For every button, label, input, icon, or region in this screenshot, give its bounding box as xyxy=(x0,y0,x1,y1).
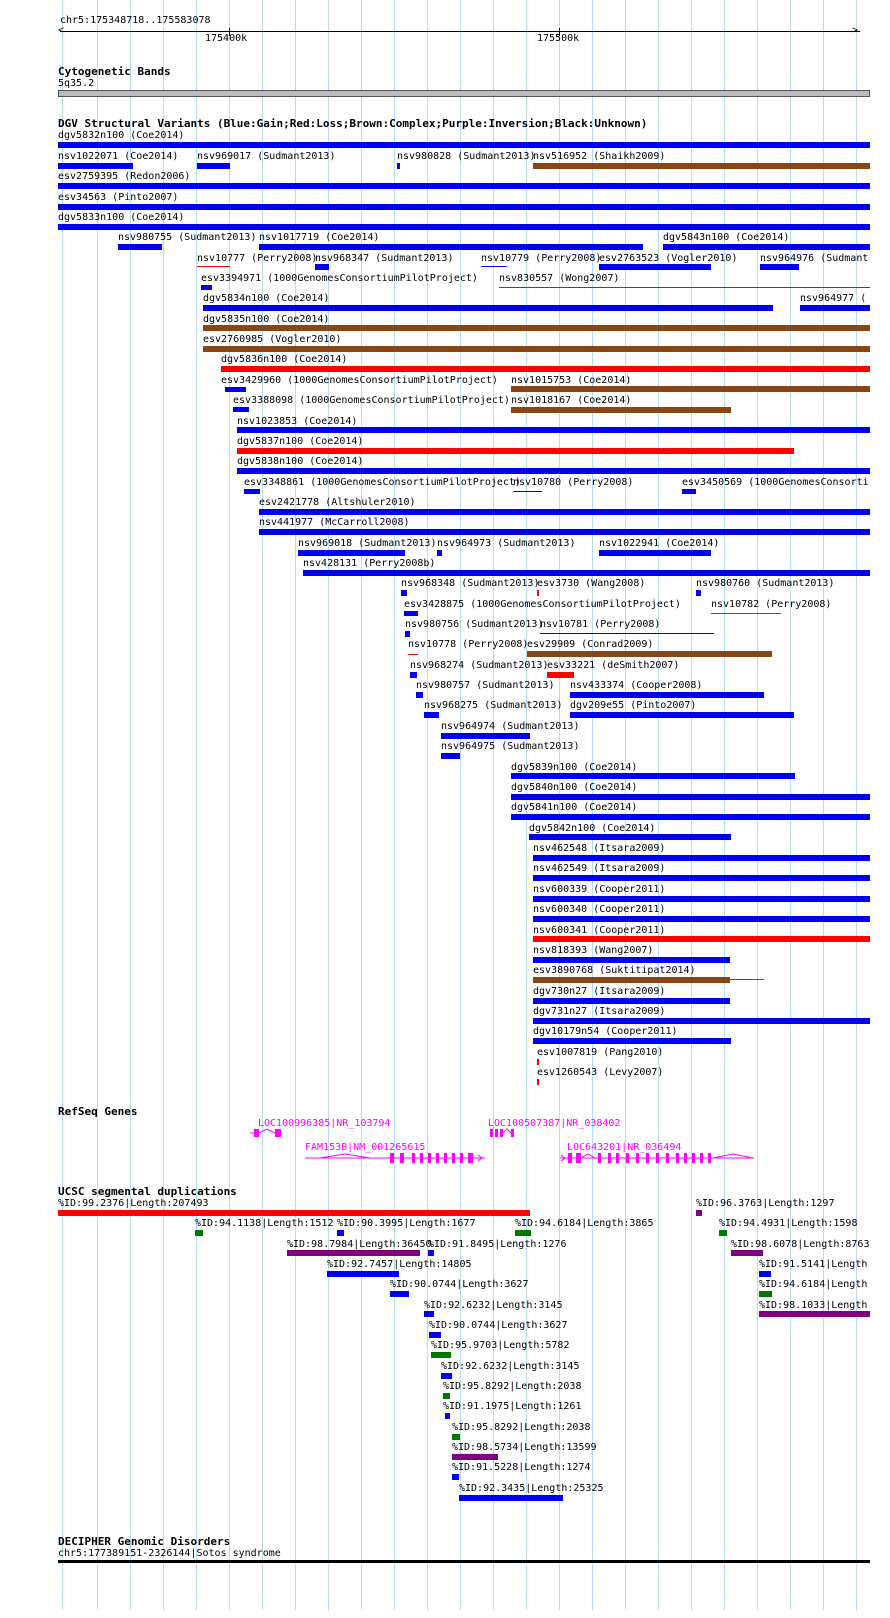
variant-label: nsv968275 (Sudmant2013) xyxy=(424,700,563,711)
variant-feature[interactable] xyxy=(513,491,542,492)
segdup-feature[interactable] xyxy=(441,1373,452,1379)
variant-feature[interactable] xyxy=(203,305,773,311)
variant-feature[interactable] xyxy=(537,1079,539,1085)
variant-label: nsv428131 (Perry2008b) xyxy=(303,558,436,569)
variant-feature[interactable] xyxy=(201,285,212,290)
variant-label: nsv1015753 (Coe2014) xyxy=(511,375,632,386)
variant-feature[interactable] xyxy=(203,325,870,331)
segdup-label: %ID:90.0744|Length:3627 xyxy=(429,1320,568,1331)
variant-label: dgv5839n100 (Coe2014) xyxy=(511,762,638,773)
variant-feature[interactable] xyxy=(225,387,246,392)
variant-label: esv2759395 (Redon2006) xyxy=(58,171,191,182)
ruler-axis xyxy=(60,31,860,32)
segdup-label: %ID:95.8292|Length:2038 xyxy=(443,1381,582,1392)
segdup-feature[interactable] xyxy=(696,1210,702,1216)
variant-feature[interactable] xyxy=(537,1059,539,1065)
variant-feature[interactable] xyxy=(437,550,442,556)
variant-feature[interactable] xyxy=(303,570,870,576)
variant-feature[interactable] xyxy=(401,590,407,596)
segdup-feature[interactable] xyxy=(287,1250,420,1256)
variant-feature[interactable] xyxy=(441,753,460,759)
variant-label: nsv969018 (Sudmant2013) xyxy=(298,538,437,549)
variant-label: nsv516952 (Shaikh2009) xyxy=(533,151,666,162)
gene-label: LOC100996385|NR_103794 xyxy=(258,1118,391,1129)
variant-feature[interactable] xyxy=(527,651,772,657)
variant-label: nsv964975 (Sudmant2013) xyxy=(441,741,580,752)
variant-feature[interactable] xyxy=(118,244,162,250)
variant-label: esv29909 (Conrad2009) xyxy=(527,639,654,650)
variant-feature[interactable] xyxy=(233,407,249,412)
segdup-feature[interactable] xyxy=(731,1250,763,1256)
variant-feature[interactable] xyxy=(570,712,794,718)
variant-feature[interactable] xyxy=(197,163,230,169)
variant-feature[interactable] xyxy=(298,550,405,556)
variant-feature[interactable] xyxy=(203,346,870,352)
segdup-label: %ID:96.3763|Length:1297 xyxy=(696,1198,835,1209)
variant-feature[interactable] xyxy=(533,855,870,861)
segdup-feature[interactable] xyxy=(452,1454,498,1460)
variant-label: esv3394971 (1000GenomesConsortiumPilotProject) xyxy=(201,273,478,284)
ruler-left-arrow-icon: < xyxy=(58,25,65,36)
variant-feature[interactable] xyxy=(237,427,870,433)
variant-feature[interactable] xyxy=(760,264,799,270)
segdup-feature[interactable] xyxy=(459,1495,563,1501)
variant-feature[interactable] xyxy=(533,163,870,169)
variant-label: esv2760985 (Vogler2010) xyxy=(203,334,342,345)
variant-label: nsv964974 (Sudmant2013) xyxy=(441,721,580,732)
decipher-feature[interactable] xyxy=(58,1560,870,1563)
variant-feature[interactable] xyxy=(259,509,870,515)
variant-label: nsv1022941 (Coe2014) xyxy=(599,538,720,549)
variant-feature[interactable] xyxy=(533,916,870,922)
variant-feature[interactable] xyxy=(424,712,439,718)
variant-feature[interactable] xyxy=(529,834,731,840)
segdup-label: %ID:92.3435|Length:25325 xyxy=(459,1483,604,1494)
variant-feature[interactable] xyxy=(221,366,870,372)
segdup-feature[interactable] xyxy=(515,1230,531,1236)
segdup-label: %ID:92.6232|Length:3145 xyxy=(424,1300,563,1311)
variant-label: nsv968348 (Sudmant2013) xyxy=(401,578,540,589)
variant-label: esv2421778 (Altshuler2010) xyxy=(259,497,416,508)
variant-feature[interactable] xyxy=(481,266,507,267)
variant-feature[interactable] xyxy=(533,977,730,983)
segdup-feature[interactable] xyxy=(759,1271,771,1277)
variant-label: nsv980760 (Sudmant2013) xyxy=(696,578,835,589)
variant-feature[interactable] xyxy=(197,266,230,267)
variant-label: dgv730n27 (Itsara2009) xyxy=(533,986,666,997)
variant-label: dgv5843n100 (Coe2014) xyxy=(663,232,790,243)
variant-feature[interactable] xyxy=(58,224,870,230)
variant-feature[interactable] xyxy=(315,264,329,270)
variant-feature[interactable] xyxy=(533,957,730,963)
segdup-feature[interactable] xyxy=(428,1250,434,1256)
variant-label: nsv10778 (Perry2008) xyxy=(408,639,529,650)
variant-feature[interactable] xyxy=(410,672,417,678)
ruler-tick-label: 175500k xyxy=(537,33,580,44)
variant-label: esv34563 (Pinto2007) xyxy=(58,192,179,203)
segdup-track-title: UCSC segmental duplications xyxy=(58,1185,237,1198)
variant-feature[interactable] xyxy=(511,386,870,392)
decipher-label: chr5:177389151-2326144|Sotos syndrome xyxy=(58,1548,281,1559)
variant-feature[interactable] xyxy=(259,529,870,535)
dgv-track-title: DGV Structural Variants (Blue:Gain;Red:Loss;Brown:Complex;Purple:Inversion;Black:Unknown) xyxy=(58,117,648,130)
variant-feature[interactable] xyxy=(533,875,870,881)
gene-label: FAM153B|NM_001265615 xyxy=(305,1142,426,1153)
variant-label: nsv10777 (Perry2008) xyxy=(197,253,318,264)
segdup-label: %ID:99.2376|Length:207493 xyxy=(58,1198,209,1209)
segdup-feature[interactable] xyxy=(424,1311,434,1317)
segdup-feature[interactable] xyxy=(431,1352,451,1358)
segdup-label: %ID:95.9703|Length:5782 xyxy=(431,1340,570,1351)
variant-label: nsv964977 ( xyxy=(800,293,867,304)
variant-label: dgv5834n100 (Coe2014) xyxy=(203,293,330,304)
variant-label: nsv980828 (Sudmant2013) xyxy=(397,151,536,162)
variant-label: dgv5841n100 (Coe2014) xyxy=(511,802,638,813)
variant-label: esv3429960 (1000GenomesConsortiumPilotProject) xyxy=(221,375,498,386)
variant-label: dgv5837n100 (Coe2014) xyxy=(237,436,364,447)
variant-label: nsv980755 (Sudmant2013) xyxy=(118,232,257,243)
variant-label: esv3348861 (1000GenomesConsortiumPilotProject) xyxy=(244,477,521,488)
variant-label: esv1260543 (Levy2007) xyxy=(537,1067,664,1078)
segdup-label: %ID:98.1033|Length xyxy=(759,1300,868,1311)
refseq-track-title: RefSeq Genes xyxy=(58,1105,138,1118)
variant-label: nsv818393 (Wang2007) xyxy=(533,945,654,956)
segdup-feature[interactable] xyxy=(759,1291,772,1297)
segdup-label: %ID:98.7984|Length:36450 xyxy=(287,1239,432,1250)
variant-feature[interactable] xyxy=(58,204,870,210)
variant-label: dgv5842n100 (Coe2014) xyxy=(529,823,656,834)
variant-label: nsv10782 (Perry2008) xyxy=(711,599,832,610)
segdup-feature[interactable] xyxy=(759,1311,870,1317)
variant-label: nsv441977 (McCarroll2008) xyxy=(259,517,410,528)
variant-feature[interactable] xyxy=(537,590,539,596)
variant-label: esv3450569 (1000GenomesConsorti xyxy=(682,477,869,488)
variant-feature[interactable] xyxy=(244,489,260,494)
variant-feature[interactable] xyxy=(441,733,530,739)
variant-label: nsv433374 (Cooper2008) xyxy=(570,680,703,691)
variant-feature[interactable] xyxy=(533,936,870,942)
variant-label: esv2763523 (Vogler2010) xyxy=(599,253,738,264)
variant-feature[interactable] xyxy=(599,264,711,270)
segdup-label: %ID:94.4931|Length:1598 xyxy=(719,1218,858,1229)
variant-label: nsv600341 (Cooper2011) xyxy=(533,925,666,936)
gene-model[interactable] xyxy=(558,1150,758,1166)
variant-feature[interactable] xyxy=(259,244,643,250)
gene-model[interactable] xyxy=(486,1126,526,1140)
cytoband-track-title: Cytogenetic Bands xyxy=(58,65,171,78)
variant-label: nsv462548 (Itsara2009) xyxy=(533,843,666,854)
variant-feature[interactable] xyxy=(599,550,711,556)
segdup-label: %ID:92.6232|Length:3145 xyxy=(441,1361,580,1372)
segdup-feature[interactable] xyxy=(452,1434,460,1440)
variant-label: esv33221 (deSmith2007) xyxy=(547,660,680,671)
variant-feature[interactable] xyxy=(533,896,870,902)
variant-feature[interactable] xyxy=(405,631,410,637)
variant-label: esv3388098 (1000GenomesConsortiumPilotProject) xyxy=(233,395,510,406)
variant-label: nsv600340 (Cooper2011) xyxy=(533,904,666,915)
variant-label: dgv5835n100 (Coe2014) xyxy=(203,314,330,325)
variant-label: nsv10781 (Perry2008) xyxy=(540,619,661,630)
segdup-label: %ID:94.6184|Length:3865 xyxy=(515,1218,654,1229)
variant-label: nsv10779 (Perry2008) xyxy=(481,253,602,264)
variant-feature[interactable] xyxy=(511,794,870,800)
gene-model[interactable] xyxy=(300,1150,490,1166)
variant-label: dgv5840n100 (Coe2014) xyxy=(511,782,638,793)
variant-feature[interactable] xyxy=(499,287,870,288)
variant-feature[interactable] xyxy=(237,468,870,474)
segdup-label: %ID:91.1975|Length:1261 xyxy=(443,1401,582,1412)
variant-label: nsv980757 (Sudmant2013) xyxy=(416,680,555,691)
ruler-range-label: chr5:175348718..175583078 xyxy=(60,15,211,26)
variant-label: dgv5836n100 (Coe2014) xyxy=(221,354,348,365)
segdup-feature[interactable] xyxy=(327,1271,399,1277)
variant-label: dgv209e55 (Pinto2007) xyxy=(570,700,697,711)
variant-label: nsv968347 (Sudmant2013) xyxy=(315,253,454,264)
variant-feature[interactable] xyxy=(58,142,870,148)
segdup-feature[interactable] xyxy=(337,1230,344,1236)
variant-label: nsv830557 (Wong2007) xyxy=(499,273,620,284)
segdup-label: %ID:98.6078|Length:8763 xyxy=(731,1239,870,1250)
variant-feature[interactable] xyxy=(404,611,418,616)
variant-label: esv1007819 (Pang2010) xyxy=(537,1047,664,1058)
variant-feature[interactable] xyxy=(682,489,696,494)
gene-label: LOC643201|NR_036494 xyxy=(567,1142,682,1153)
variant-label: dgv10179n54 (Cooper2011) xyxy=(533,1026,678,1037)
variant-feature[interactable] xyxy=(511,407,731,413)
segdup-label: %ID:94.6184|Length xyxy=(759,1279,868,1290)
variant-feature[interactable] xyxy=(58,163,133,169)
cytoband-bar[interactable] xyxy=(58,90,870,97)
variant-label: nsv964976 (Sudmant xyxy=(760,253,869,264)
variant-label: nsv969017 (Sudmant2013) xyxy=(197,151,336,162)
variant-feature[interactable] xyxy=(58,183,870,189)
ruler-tick-label: 175400k xyxy=(205,33,248,44)
variant-feature-thin[interactable] xyxy=(730,979,764,980)
variant-label: nsv1022071 (Coe2014) xyxy=(58,151,179,162)
variant-label: nsv1023853 (Coe2014) xyxy=(237,416,358,427)
variant-label: nsv1017719 (Coe2014) xyxy=(259,232,380,243)
segdup-label: %ID:98.5734|Length:13599 xyxy=(452,1442,597,1453)
variant-label: dgv5833n100 (Coe2014) xyxy=(58,212,185,223)
variant-feature[interactable] xyxy=(416,692,423,698)
ruler-right-arrow-icon: > xyxy=(852,25,859,36)
variant-label: nsv600339 (Cooper2011) xyxy=(533,884,666,895)
segdup-feature[interactable] xyxy=(719,1230,727,1236)
variant-label: nsv1018167 (Coe2014) xyxy=(511,395,632,406)
variant-label: nsv462549 (Itsara2009) xyxy=(533,863,666,874)
decipher-track-title: DECIPHER Genomic Disorders xyxy=(58,1535,231,1548)
segdup-label: %ID:91.8495|Length:1276 xyxy=(428,1239,567,1250)
variant-label: nsv980756 (Sudmant2013) xyxy=(405,619,544,630)
cytoband-label: 5q35.2 xyxy=(58,78,95,89)
variant-feature[interactable] xyxy=(696,590,701,596)
segdup-label: %ID:91.5141|Length xyxy=(759,1259,868,1270)
gene-model[interactable] xyxy=(250,1126,300,1140)
variant-feature[interactable] xyxy=(547,672,574,678)
variant-feature[interactable] xyxy=(800,305,870,311)
variant-feature[interactable] xyxy=(711,613,781,614)
segdup-label: %ID:90.3995|Length:1677 xyxy=(337,1218,476,1229)
variant-label: esv3428875 (1000GenomesConsortiumPilotProject) xyxy=(404,599,681,610)
variant-label: esv3730 (Wang2008) xyxy=(537,578,646,589)
variant-feature[interactable] xyxy=(570,692,764,698)
variant-label: nsv968274 (Sudmant2013) xyxy=(410,660,549,671)
variant-feature[interactable] xyxy=(511,773,795,779)
variant-label: nsv964973 (Sudmant2013) xyxy=(437,538,576,549)
variant-label: dgv731n27 (Itsara2009) xyxy=(533,1006,666,1017)
variant-label: dgv5838n100 (Coe2014) xyxy=(237,456,364,467)
segdup-label: %ID:95.8292|Length:2038 xyxy=(452,1422,591,1433)
variant-feature[interactable] xyxy=(237,448,794,454)
variant-label: esv3890768 (Suktitipat2014) xyxy=(533,965,696,976)
variant-feature[interactable] xyxy=(533,1038,731,1044)
variant-label: nsv10780 (Perry2008) xyxy=(513,477,634,488)
segdup-feature[interactable] xyxy=(390,1291,409,1297)
segdup-feature[interactable] xyxy=(58,1210,530,1216)
segdup-label: %ID:92.7457|Length:14805 xyxy=(327,1259,472,1270)
variant-feature[interactable] xyxy=(533,998,730,1004)
segdup-feature[interactable] xyxy=(429,1332,441,1338)
variant-feature[interactable] xyxy=(511,814,870,820)
variant-feature[interactable] xyxy=(397,163,400,169)
segdup-feature[interactable] xyxy=(452,1474,459,1480)
variant-label: dgv5832n100 (Coe2014) xyxy=(58,130,185,141)
segdup-label: %ID:90.0744|Length:3627 xyxy=(390,1279,529,1290)
segdup-feature[interactable] xyxy=(195,1230,203,1236)
segdup-label: %ID:94.1138|Length:1512 xyxy=(195,1218,334,1229)
variant-feature[interactable] xyxy=(408,654,418,655)
variant-feature[interactable] xyxy=(540,633,714,634)
segdup-feature[interactable] xyxy=(443,1393,450,1399)
variant-feature[interactable] xyxy=(533,1018,870,1024)
gene-label: LOC100507387|NR_038402 xyxy=(488,1118,621,1129)
segdup-label: %ID:91.5228|Length:1274 xyxy=(452,1462,591,1473)
variant-feature[interactable] xyxy=(663,244,870,250)
segdup-feature[interactable] xyxy=(445,1413,450,1419)
